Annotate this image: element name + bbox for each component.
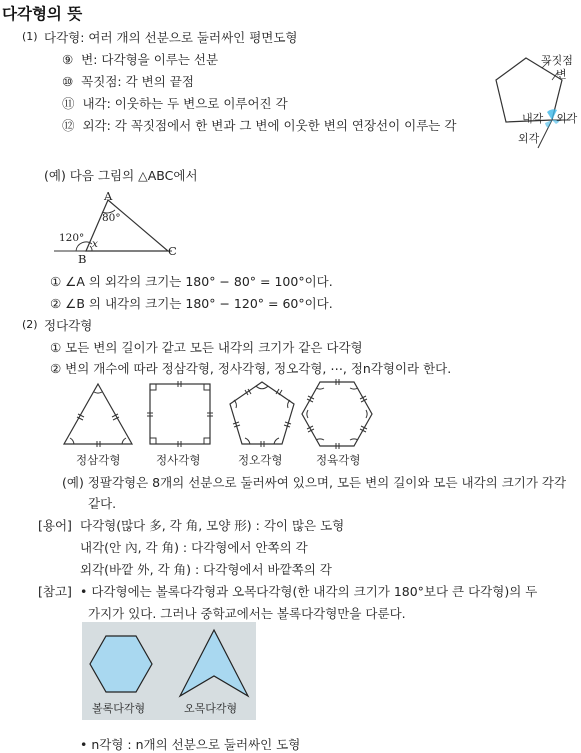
- fig-label-exterior-right: 외각: [556, 112, 578, 125]
- convex-label: 볼록다각형: [92, 702, 146, 715]
- regular-polygons-figure: [60, 380, 390, 450]
- regular-example-line-1: (예) 정팔각형은 8개의 선분으로 둘러싸여 있으며, 모든 변의 길이와 모든 내각의 크기가 각각: [62, 475, 567, 490]
- terms-label: [용어]: [38, 518, 72, 533]
- convex-hexagon: [90, 636, 152, 692]
- note-line-2: 가지가 있다. 그러나 중학교에서는 볼록다각형만을 다룬다.: [88, 606, 406, 621]
- term-side: [62, 50, 218, 68]
- term-vertex: [62, 72, 194, 90]
- note-label: [참고]: [38, 584, 72, 599]
- angle-a-label: 80°: [102, 212, 121, 224]
- fig-label-interior: 내각: [522, 112, 544, 125]
- item-text: 내각: 이웃하는 두 변으로 이루어진 각: [82, 96, 288, 111]
- page-title: 다각형의 뜻: [2, 5, 83, 23]
- section-number: (1): [22, 30, 38, 43]
- term-interior-angle: [62, 94, 288, 112]
- vertex-a-label: A: [104, 189, 113, 203]
- example-line-1: ① ∠A 의 외각의 크기는 180° − 80° = 100°이다.: [50, 274, 333, 289]
- item-text: 변: 다각형을 이루는 선분: [81, 52, 219, 67]
- item-mark: ⑪: [62, 96, 75, 111]
- section-number: (2): [22, 318, 38, 331]
- angle-ext-label: 120°: [59, 232, 85, 244]
- angle-x-label: x: [92, 238, 98, 250]
- regular-example-line-2: 같다.: [88, 496, 117, 511]
- item-mark: ⑫: [62, 118, 75, 133]
- concave-label: 오목다각형: [184, 702, 238, 715]
- term-line-1: 다각형(많다 多, 각 角, 모양 形) : 각이 많은 도형: [80, 518, 345, 533]
- concave-arrowhead: [180, 630, 248, 696]
- polygon-definition: 다각형: 여러 개의 선분으로 둘러싸인 평면도형: [44, 30, 298, 45]
- vertex-c-label: C: [168, 244, 177, 258]
- item-text: 꼭짓점: 각 변의 끝점: [81, 74, 194, 89]
- n-gon-definition: • n각형 : n개의 선분으로 둘러싸인 도형: [80, 737, 301, 752]
- shape-label-hexagon: 정육각형: [316, 453, 361, 467]
- vertex-b-label: B: [78, 252, 87, 266]
- term-line-2: 내각(안 內, 각 角) : 다각형에서 안쪽의 각: [80, 540, 308, 555]
- regular-polygon-heading: 정다각형: [44, 318, 93, 333]
- term-line-3: 외각(바깥 外, 각 角) : 다각형에서 바깥쪽의 각: [80, 562, 332, 577]
- example-intro: (예) 다음 그림의 △ABC에서: [44, 168, 198, 183]
- item-text: 외각: 각 꼭짓점에서 한 변과 그 변에 이웃한 변의 연장선이 이루는 각: [82, 118, 457, 133]
- example-line-2: ② ∠B 의 내각의 크기는 180° − 120° = 60°이다.: [50, 296, 333, 311]
- item-mark: ⑨: [62, 52, 74, 67]
- regular-item-2: ② 변의 개수에 따라 정삼각형, 정사각형, 정오각형, ⋯, 정n각형이라 한다.: [50, 361, 452, 376]
- shape-label-triangle: 정삼각형: [76, 453, 121, 467]
- term-exterior-angle: [62, 116, 456, 134]
- regular-item-1: ① 모든 변의 길이가 같고 모든 내각의 크기가 같은 다각형: [50, 340, 363, 355]
- fig-label-vertex: 꼭짓점: [541, 54, 573, 67]
- fig-label-exterior-bottom: 외각: [518, 132, 540, 145]
- shape-label-pentagon: 정오각형: [238, 453, 283, 467]
- note-line-1: • 다각형에는 볼록다각형과 오목다각형(한 내각의 크기가 180°보다 큰 다각형)의 두: [80, 584, 538, 599]
- shape-label-square: 정사각형: [156, 453, 201, 467]
- fig-label-side: 변: [556, 68, 567, 81]
- item-mark: ⑩: [62, 74, 74, 89]
